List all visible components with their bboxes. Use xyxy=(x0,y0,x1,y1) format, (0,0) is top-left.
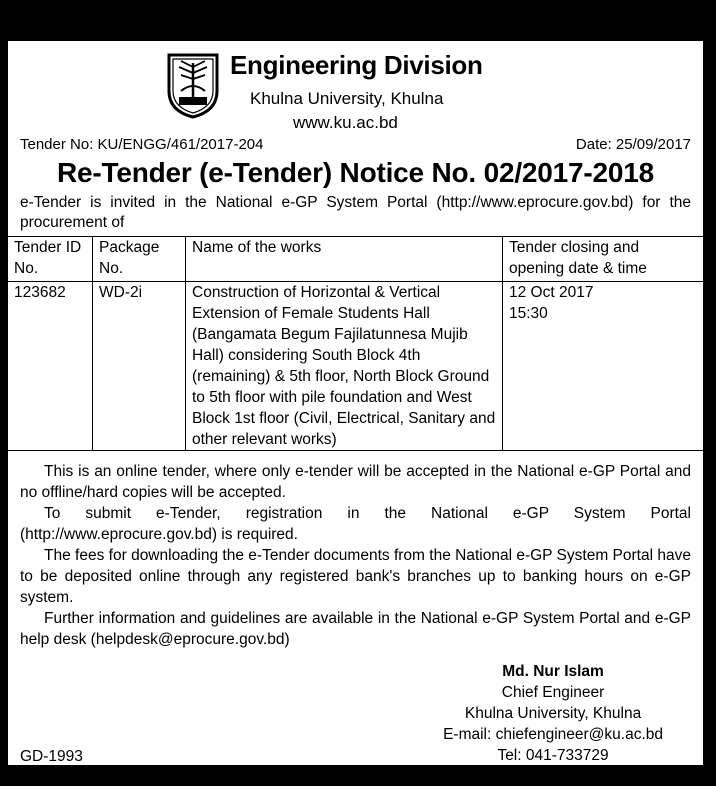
header-tender-id: Tender ID No. xyxy=(8,237,93,282)
website-link[interactable]: www.ku.ac.bd xyxy=(293,113,398,132)
signatory-name: Md. Nur Islam xyxy=(502,663,604,680)
university-name: Khulna University, Khulna xyxy=(250,89,444,108)
signatory-email[interactable]: E-mail: chiefengineer@ku.ac.bd xyxy=(443,726,663,743)
paragraph-fees: The fees for downloading the e-Tender documents from the National e-GP System Portal have to be deposited online through any registered bank's branches up to banking hours on e-GP system. xyxy=(20,547,691,606)
cell-package: WD-2i xyxy=(93,282,186,451)
cell-tender-id: 123682 xyxy=(8,282,93,451)
closing-date: 12 Oct 2017 xyxy=(509,284,594,301)
intro-text: e-Tender is invited in the National e-GP System Portal (http://www.eprocure.gov.bd) for the procurement of xyxy=(20,194,691,231)
division-title: Engineering Division xyxy=(230,50,483,80)
signatory-institution: Khulna University, Khulna xyxy=(464,705,642,722)
paragraph-online: This is an online tender, where only e-tender will be accepted in the National e-GP Portal and no offline/hard copies will be accepted. xyxy=(20,463,691,501)
notice-date: Date: 25/09/2017 xyxy=(575,136,691,153)
table-header-row xyxy=(8,237,703,282)
signature-block xyxy=(443,661,663,766)
notice-title: Re-Tender (e-Tender) Notice No. 02/2017-2018 xyxy=(56,157,655,188)
signatory-designation: Chief Engineer xyxy=(501,684,605,701)
paragraph-information: Further information and guidelines are available in the National e-GP System Portal and e-GP help desk (helpdesk@eprocure.gov.bd) xyxy=(20,610,691,648)
header-package: Package No. xyxy=(93,237,186,282)
closing-time: 15:30 xyxy=(509,305,548,322)
cell-works: Construction of Horizontal & Vertical Extension of Female Students Hall (Bangamata Begum Fajilatunnesa Mujib Hall) considering South Block 4th (remaining) & 5th floor, North Block Ground to 5th floor with pile foundation and West Block 1st floor (Civil, Electrical, Sanitary and other relevant works) xyxy=(186,282,503,451)
footer-code: GD-1993 xyxy=(20,748,83,765)
notice-page xyxy=(7,40,704,766)
header-works: Name of the works xyxy=(186,237,503,282)
signatory-phone: Tel: 041-733729 xyxy=(497,747,609,764)
header-closing: Tender closing and opening date & time xyxy=(503,237,704,282)
university-logo-icon xyxy=(163,51,223,119)
works-table xyxy=(8,236,703,451)
tender-number: Tender No: KU/ENGG/461/2017-204 xyxy=(20,136,264,153)
cell-closing xyxy=(503,282,704,451)
body-paragraphs xyxy=(20,461,691,650)
paragraph-registration: To submit e-Tender, registration in the National e-GP System Portal (http://www.eprocure.gov.bd) is required. xyxy=(20,505,691,543)
table-row xyxy=(8,282,703,451)
header xyxy=(8,41,703,132)
